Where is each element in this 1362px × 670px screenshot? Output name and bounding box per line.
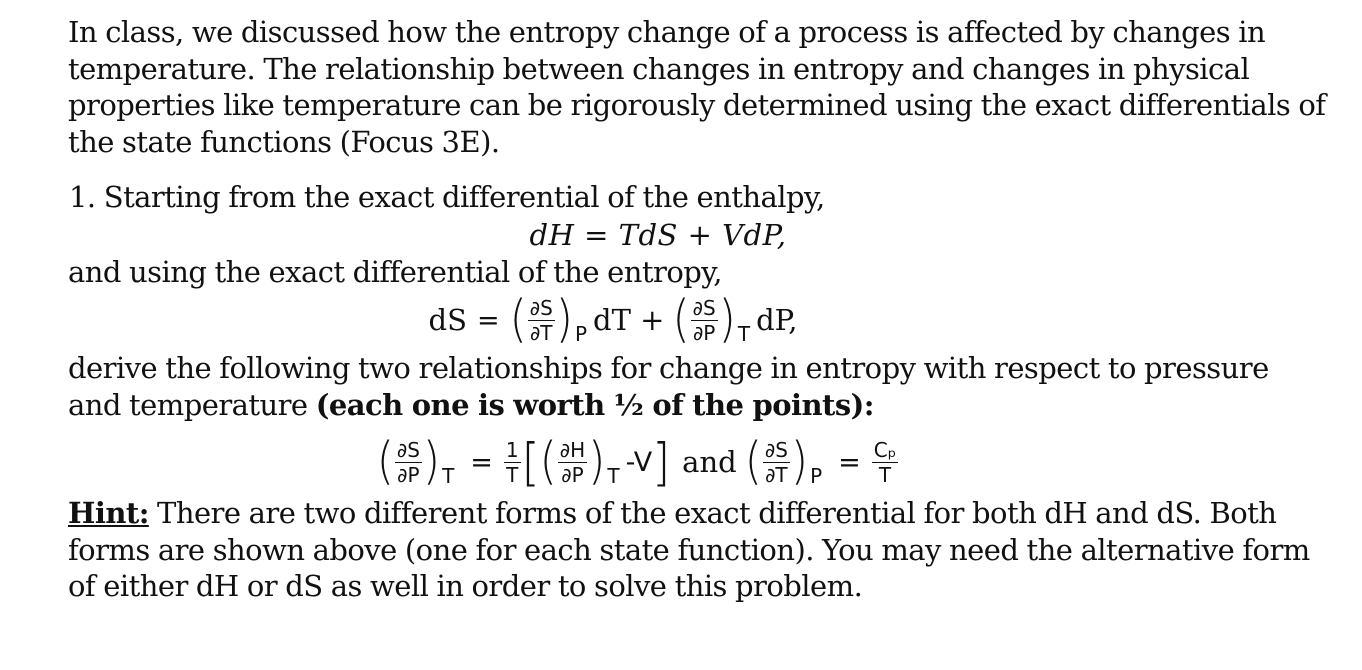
term-dT: dT +: [593, 303, 665, 337]
frac-den: ∂P: [692, 320, 716, 345]
paren-close: ): [555, 290, 573, 349]
hint-text: There are two different forms of the exact differential for both dH and dS. Both forms are shown above (one for each state function). You may need the alternative form of either dH or dS as well in order to solve this problem.: [68, 496, 1310, 603]
paren-open: (: [744, 432, 762, 491]
paren-close: ): [588, 432, 606, 491]
paren-open: (: [539, 432, 557, 491]
bracket-close: ]: [652, 432, 671, 492]
entropy-intro: and using the exact differential of the entropy,: [68, 254, 722, 289]
paren-close: ): [422, 432, 441, 491]
equals-sign: =: [470, 446, 493, 478]
frac-num: ∂S: [529, 295, 553, 320]
frac-den: ∂P: [561, 462, 584, 487]
term-dP: dP,: [756, 303, 798, 337]
document-body: [68, 14, 1328, 605]
fraction-1-over-T: [504, 439, 521, 486]
fraction-dS-dP: [691, 297, 718, 344]
equals-sign: =: [838, 446, 861, 478]
intro-paragraph: In class, we discussed how the entropy change of a process is affected by changes in temperature. The relationship between changes in entropy and changes in physical properties like temperature can be rigorously determined using the exact differentials of the state functions (Focus 3E).: [68, 15, 1326, 159]
entropy-equation: [68, 290, 1328, 350]
hint-label: Hint:: [68, 496, 149, 530]
fraction-Cp-over-T: [872, 439, 899, 486]
derive-text: derive the following two relationships for change in entropy with respect to pressure and temperature: [68, 351, 1269, 422]
subscript-P: P: [574, 322, 588, 346]
frac-num: ∂H: [559, 437, 586, 462]
subscript-T: T: [737, 322, 751, 346]
derive-paragraph: [68, 350, 1328, 423]
frac-den: T: [878, 462, 892, 487]
frac-num: Cₚ: [873, 437, 897, 462]
fraction-dS-dT: [528, 297, 555, 344]
derive-bold: (each one is worth ½ of the points):: [315, 387, 874, 422]
frac-num: ∂S: [396, 437, 420, 462]
frac-den: T: [506, 462, 519, 487]
frac-den: ∂T: [765, 462, 788, 487]
paren-open: (: [376, 432, 394, 491]
subscript-T: T: [607, 464, 620, 488]
fraction-dH-dP: [558, 439, 587, 486]
paren-open: (: [509, 290, 527, 349]
frac-num: ∂S: [692, 295, 716, 320]
hint-paragraph: [68, 495, 1328, 605]
frac-num: ∂S: [764, 437, 788, 462]
minus-V: -V: [625, 446, 653, 478]
paren-open: (: [672, 290, 690, 349]
question-1: [68, 179, 1328, 216]
and-word: and: [682, 445, 737, 479]
fraction-dS-dT: [763, 439, 790, 486]
bracket-open: [: [521, 432, 540, 492]
entropy-lhs: dS: [428, 303, 467, 337]
fraction-dS-dP: [395, 439, 422, 486]
enthalpy-equation: [68, 216, 1328, 254]
enthalpy-equation-text: dH = TdS + VdP,: [529, 217, 787, 252]
frac-num: 1: [505, 437, 519, 462]
frac-den: ∂P: [397, 462, 420, 487]
paren-close: ): [718, 290, 736, 349]
subscript-P: P: [810, 464, 823, 488]
paren-close: ): [790, 432, 809, 491]
result-equations: [68, 423, 1328, 501]
question-text: Starting from the exact differential of the enthalpy,: [103, 180, 825, 214]
frac-den: ∂T: [529, 320, 553, 345]
entropy-equals: =: [476, 304, 500, 336]
question-number: 1.: [69, 180, 96, 214]
subscript-T: T: [442, 464, 455, 488]
